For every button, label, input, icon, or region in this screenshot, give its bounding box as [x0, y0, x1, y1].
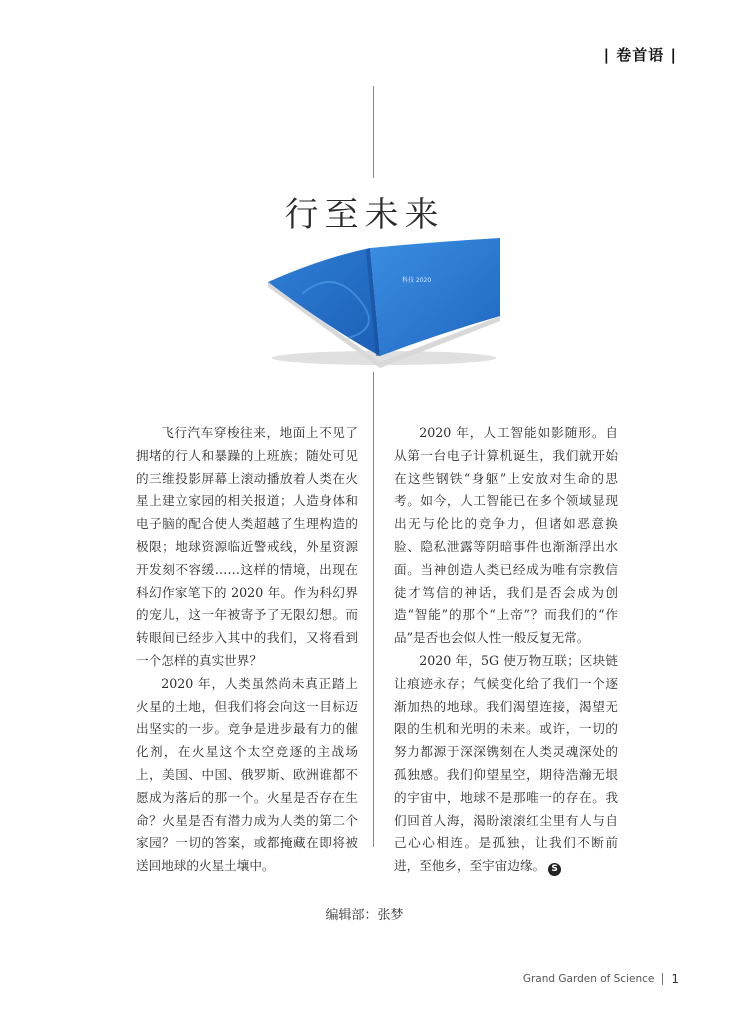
section-tag: | 卷首语 |	[603, 46, 677, 64]
vertical-divider-top	[373, 86, 374, 178]
left-column	[136, 422, 358, 878]
editor-credit: 编辑部：张梦	[325, 908, 404, 923]
end-mark-icon: S	[548, 863, 561, 876]
page-title: 行至未来	[284, 195, 445, 235]
paragraph: 2020 年，人工智能如影随形。自从第一台电子计算机诞生，我们就开始在这些钢铁“身躯”上安放对生命的思考。如今，人工智能已在多个领域显现出无与伦比的竞争力，但诸如恶意换脸、隐私泄露等阴暗事件也渐渐浮出水面。当神创造人类已经成为唯有宗教信徒才笃信的神话，我们是否会成为创造“智能”的那个“上帝”？而我们的“作品”是否也会似人性一般反复无常。	[394, 425, 618, 646]
paragraph: 2020 年，人类虽然尚未真正踏上火星的土地，但我们将会向这一目标迈出坚实的一步。竞争是进步最有力的催化剂，在火星这个太空竞逐的主战场上，美国、中国、俄罗斯、欧洲谁都不愿成为落后的那一个。火星是否存在生命？火星是否有潜力成为人类的第二个家园？一切的答案，或都掩藏在即将被送回地球的火星土壤中。	[136, 675, 358, 874]
page-number: 1	[671, 972, 679, 986]
footer-divider	[662, 973, 663, 985]
paragraph-text: 2020 年，5G 使万物互联；区块链让痕迹永存；气候变化给了我们一个逐渐加热的地球。我们渴望连接，渴望无限的生机和光明的未来。或许，一切的努力都源于深深镌刻在人类灵魂深处的孤独感。我们仰望星空，期待浩瀚无垠的宇宙中，地球不是那唯一的存在。我们回首人海，渴盼滚滚红尘里有人与自己心心相连。是孤独，让我们不断前进，至他乡，至宇宙边缘。	[394, 652, 618, 874]
page-footer	[523, 972, 679, 986]
magazine-cover-text: 科技 2020	[402, 277, 432, 284]
right-column	[394, 422, 618, 878]
magazine-name: Grand Garden of Science	[522, 973, 655, 985]
magazine-illustration	[262, 238, 504, 368]
paragraph: 飞行汽车穿梭往来，地面上不见了拥堵的行人和暴躁的上班族；随处可见的三维投影屏幕上滚动播放着人类在火星上建立家园的相关报道；人造身体和电子脑的配合使人类超越了生理构造的极限；地球资源临近警戒线，外星资源开发刻不容缓……这样的情境，出现在科幻作家笔下的 2020 年。作为科幻界的宠儿，这一年被寄予了无限幻想。而转眼间已经步入其中的我们，又将看到一个怎样的真实世界？	[136, 425, 358, 668]
paragraph	[394, 650, 618, 878]
vertical-divider-bottom	[373, 372, 374, 847]
